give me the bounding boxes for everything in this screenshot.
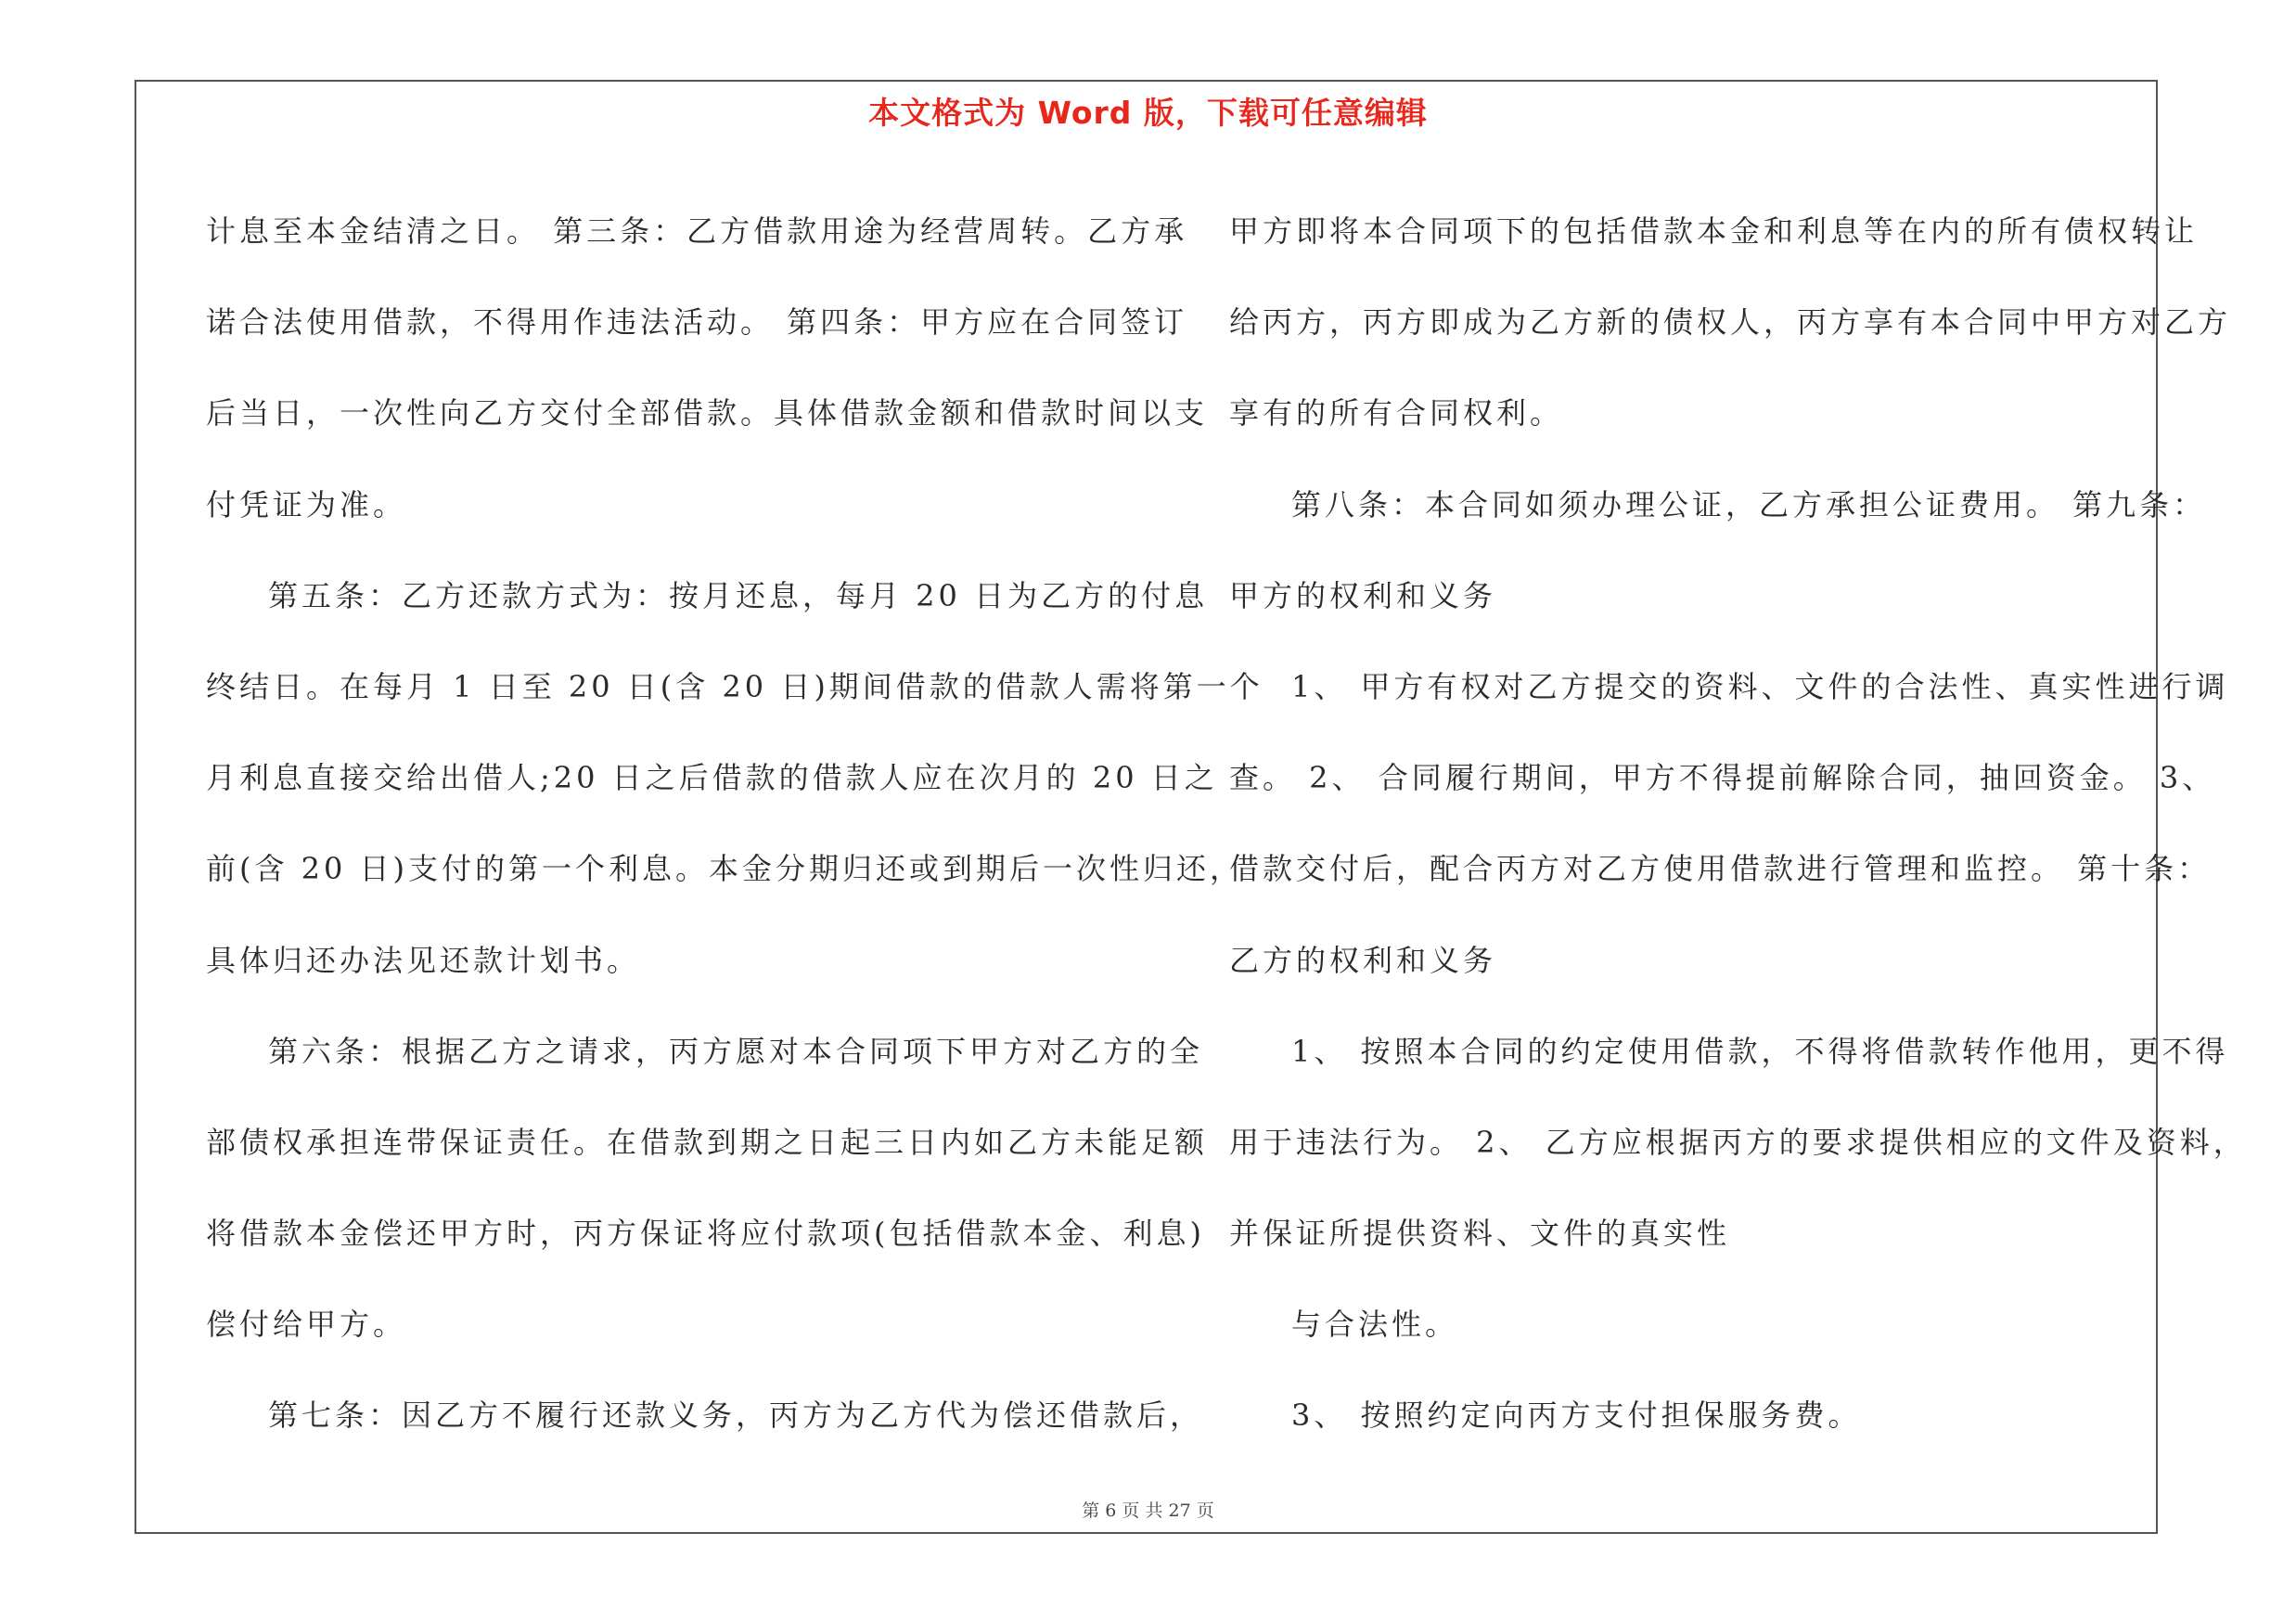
right-text-column <box>1229 186 2247 1462</box>
text-line: 诺合法使用借款，不得用作违法活动。 第四条：甲方应在合同签订 <box>206 304 1188 341</box>
text-line: 付凭证为准。 <box>206 486 407 522</box>
text-line: 第八条：本合同如须办理公证，乙方承担公证费用。 第九条： <box>1291 486 2207 522</box>
text-line: 后当日，一次性向乙方交付全部借款。具体借款金额和借款时间以支 <box>206 395 1209 432</box>
text-line: 给丙方，丙方即成为乙方新的债权人，丙方享有本合同中甲方对乙方 <box>1229 304 2232 341</box>
left-text-column <box>206 186 1263 1462</box>
text-line: 部债权承担连带保证责任。在借款到期之日起三日内如乙方未能足额 <box>206 1124 1209 1160</box>
page-number-footer: 第 6 页 共 27 页 <box>1082 1501 1214 1521</box>
text-line: 乙方的权利和义务 <box>1229 942 1497 978</box>
text-line: 前(含 20 日)支付的第一个利息。本金分期归还或到期后一次性归还， <box>206 851 1244 887</box>
text-line: 第六条：根据乙方之请求，丙方愿对本合同项下甲方对乙方的全 <box>268 1033 1204 1069</box>
text-line: 3、 按照约定向丙方支付担保服务费。 <box>1291 1398 1862 1434</box>
text-line: 偿付给甲方。 <box>206 1307 407 1343</box>
text-line: 并保证所提供资料、文件的真实性 <box>1229 1216 1731 1252</box>
text-line: 终结日。在每月 1 日至 20 日(含 20 日)期间借款的借款人需将第一个 <box>206 668 1263 704</box>
text-line: 将借款本金偿还甲方时，丙方保证将应付款项(包括借款本金、利息) <box>206 1216 1205 1252</box>
text-line: 1、 按照本合同的约定使用借款，不得将借款转作他用，更不得 <box>1291 1033 2229 1069</box>
text-line: 与合法性。 <box>1291 1307 1459 1343</box>
text-line: 享有的所有合同权利。 <box>1229 395 1564 432</box>
text-line: 借款交付后，配合丙方对乙方使用借款进行管理和监控。 第十条： <box>1229 851 2212 887</box>
text-line: 用于违法行为。 2、 乙方应根据丙方的要求提供相应的文件及资料， <box>1229 1124 2247 1160</box>
text-line: 第七条：因乙方不履行还款义务，丙方为乙方代为偿还借款后， <box>268 1398 1204 1434</box>
text-line: 1、 甲方有权对乙方提交的资料、文件的合法性、真实性进行调 <box>1291 668 2229 704</box>
text-line: 查。 2、 合同履行期间，甲方不得提前解除合同，抽回资金。 3、 <box>1229 760 2216 796</box>
text-line: 甲方即将本合同项下的包括借款本金和利息等在内的所有债权转让 <box>1229 213 2199 249</box>
text-line: 计息至本金结清之日。 第三条：乙方借款用途为经营周转。乙方承 <box>206 213 1188 249</box>
text-line: 具体归还办法见还款计划书。 <box>206 942 641 978</box>
text-line: 甲方的权利和义务 <box>1229 577 1497 613</box>
word-format-banner: 本文格式为 Word 版，下载可任意编辑 <box>868 95 1428 131</box>
text-line: 第五条：乙方还款方式为：按月还息，每月 20 日为乙方的付息 <box>268 577 1209 613</box>
text-line: 月利息直接交给出借人;20 日之后借款的借款人应在次月的 20 日之 <box>206 760 1218 796</box>
